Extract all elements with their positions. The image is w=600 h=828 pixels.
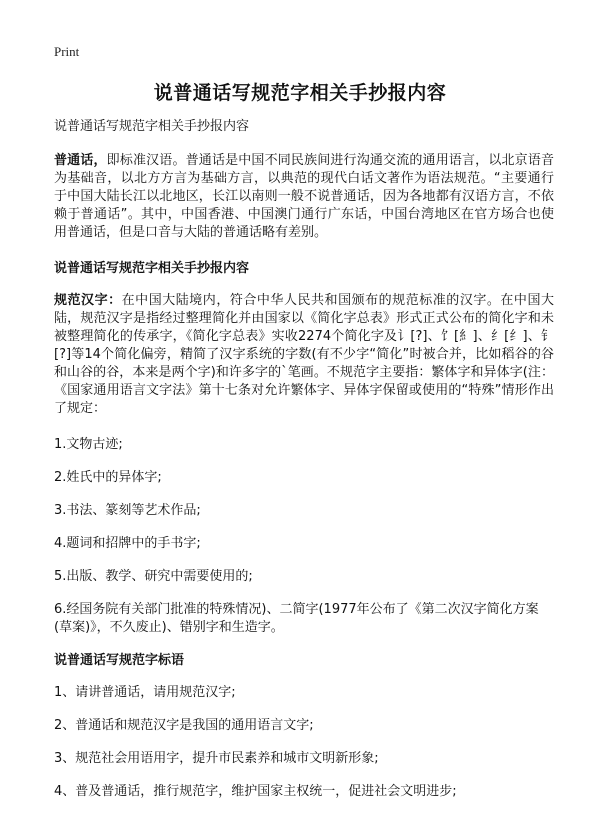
list-item: 6.经国务院有关部门批准的特殊情况)、二简字(1977年公布了《第二次汉字简化方案(草案)》，不久废止)、错别字和生造字。 xyxy=(54,602,539,635)
paragraph-text: 在中国大陆境内，符合中华人民共和国颁布的规范标准的汉字。在中国大陆，规范汉字是指经过整理简化并由国家以《简化字总表》形式正式公布的简化字和未被整理简化的传承字，《简化字总表》实收2274个简化字及讠[?]、饣[糹]、纟[纟]、钅[?]等14个简化偏旁，精简了汉字系统的字数(有不少字“简化”时被合并，比如稻谷的谷和山谷的谷，本来是两个字)和许多字的`笔画。不规范字主要指：繁体字和异体字(注：《国家通用语言文字法》第十七条对允许繁体字、异体字保留或使用的“特殊”情形作出了规定： xyxy=(54,293,554,416)
paragraph-standard-characters xyxy=(54,292,554,418)
paragraph-putonghua xyxy=(54,152,554,242)
paragraph-lead: 规范汉字： xyxy=(54,293,122,308)
document-subtitle: 说普通话写规范字相关手抄报内容 xyxy=(54,119,250,134)
list-item: 2、普通话和规范汉字是我国的通用语言文字; xyxy=(54,718,314,733)
section-heading: 说普通话写规范字相关手抄报内容 xyxy=(54,261,250,276)
list-item: 4.题词和招牌中的手书字; xyxy=(54,536,201,551)
print-link[interactable]: Print xyxy=(54,44,80,59)
paragraph-text: 即标准汉语。普通话是中国不同民族间进行沟通交流的通用语言，以北京语音为基础音，以北方方言为基础方言，以典范的现代白话文著作为语法规范。“主要通行于中国大陆长江以北地区，长江以南则一般不说普通话，因为各地都有汉语方言，不依赖于普通话”。其中，中国香港、中国澳门通行广东话，中国台湾地区在官方场合也使用普通话，但是口音与大陆的普通话略有差别。 xyxy=(54,153,554,240)
list-item: 3、规范社会用语用字，提升市民素养和城市文明新形象; xyxy=(54,751,379,766)
list-item: 5.出版、教学、研究中需要使用的; xyxy=(54,569,253,584)
list-item: 3.书法、篆刻等艺术作品; xyxy=(54,503,201,518)
list-item: 1.文物古迹; xyxy=(54,437,123,452)
list-item: 1、请讲普通话，请用规范汉字; xyxy=(54,685,236,700)
paragraph-lead: 普通话， xyxy=(54,153,107,168)
document-body xyxy=(54,118,554,816)
section-heading: 说普通话写规范字标语 xyxy=(54,653,185,668)
list-item: 4、普及普通话，推行规范字，维护国家主权统一，促进社会文明进步; xyxy=(54,784,457,799)
page-title: 说普通话写规范字相关手抄报内容 xyxy=(153,82,447,104)
list-item: 2.姓氏中的异体字; xyxy=(54,470,162,485)
